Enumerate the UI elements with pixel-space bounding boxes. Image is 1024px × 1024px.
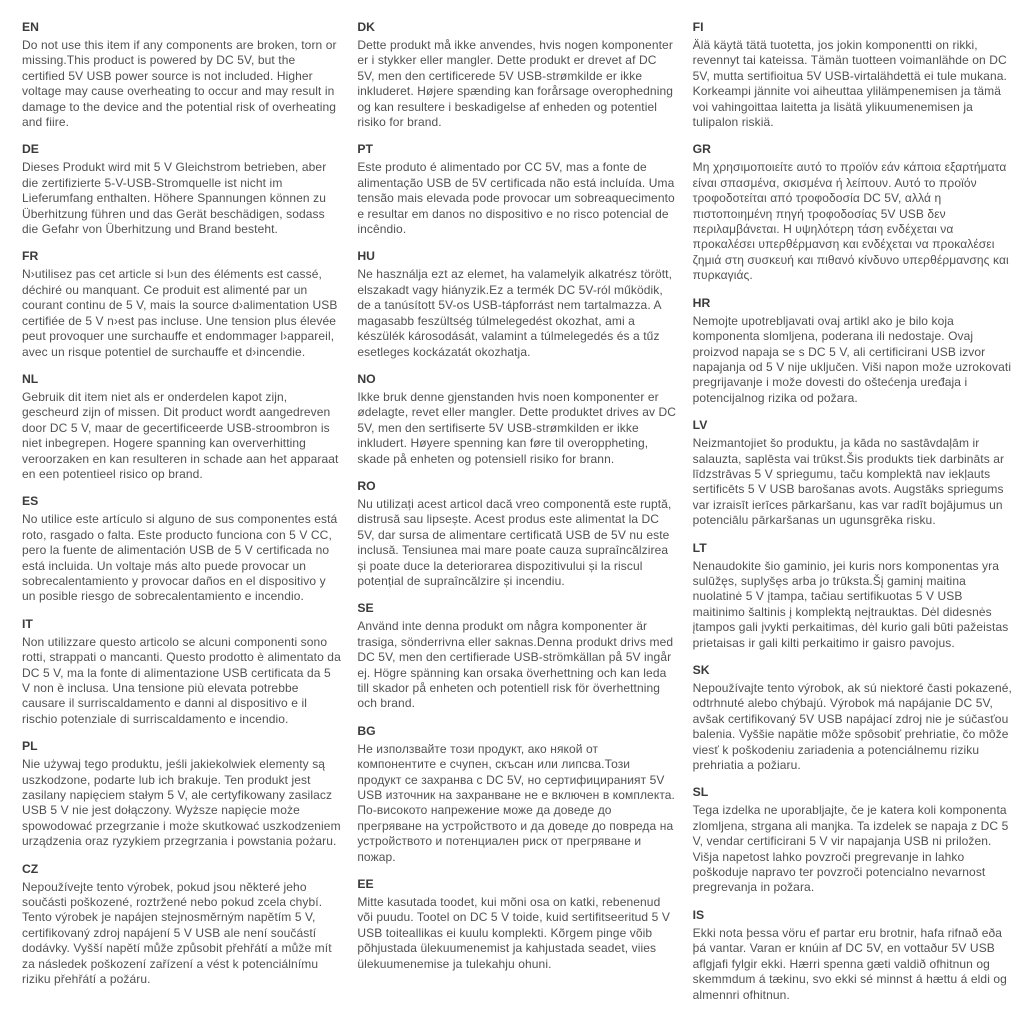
language-code: CZ: [22, 861, 39, 876]
language-section-it: [22, 617, 341, 727]
language-code: FR: [22, 249, 39, 264]
language-code: GR: [692, 142, 711, 157]
language-section-bg: [357, 724, 676, 865]
warning-text: Neizmantojiet šo produktu, ja kāda no sastāvdaļām ir salauzta, saplēsta vai trūkst.Šis produkts tiek darbināts ar līdzstrāvas 5 V spriegumu, taču komplektā nav iekļauts sertificēts 5 V USB barošanas avots. Augstāks spriegums var izraisīt ierīces pārkaršanu, kas var radīt bojājumus un potenciālu pārkaršanas un ugunsgrēka risku.: [692, 436, 1005, 528]
language-section-dk: [357, 20, 676, 130]
warning-text: Dette produkt må ikke anvendes, hvis nogen komponenter er i stykker eller mangler. Dette produkt er drevet af DC 5V, men den certificerede 5V USB-strømkilde er ikke inkluderet. Højere spænding kan forårsage overophedning og kan resultere i beskadigelse af enheden og potentiel risiko for brand.: [357, 38, 674, 130]
language-section-en: [22, 20, 341, 130]
language-code: SK: [692, 663, 710, 677]
warning-text: Μη χρησιμοποιείτε αυτό το προϊόν εάν κάποια εξαρτήματα είναι σπασμένα, σκισμένα ή λείπουν. Αυτό το προϊόν τροφοδοτείται από τροφοδοσία DC 5V, αλλά η πιστοποιημένη πηγή τροφοδοσίας 5V USB δεν περιλαμβάνεται. Η υψηλότερη τάση ενδέχεται να προκαλέσει υπερθέρμανση και ενδέχεται να προκαλέσει ζημιά στη συσκευή και πιθανό κίνδυνο υπερθέρμανσης και πυρκαγιάς.: [692, 160, 1009, 283]
warning-text: Tega izdelka ne uporabljajte, če je katera koli komponenta zlomljena, strgana ali manjka. Ta izdelek se napaja z DC 5 V, vendar certificirani 5 V vir napajanja USB ni priložen. Višja napetost lahko povzroči pregrevanje in lahko poškoduje napravo ter povzroči potencialno nevarnost pregrevanja in požara.: [692, 803, 1009, 895]
warning-text: Dieses Produkt wird mit 5 V Gleichstrom betrieben, aber die zertifizierte 5-V-USB-Stromquelle ist nicht im Lieferumfang enthalten. Höhere Spannungen können zu Überhitzung führen und das Gerät beschädigen, sodass die Gefahr von Überhitzung und Brand besteht.: [22, 160, 327, 237]
warning-column-2: [357, 20, 676, 1015]
language-section-fr: [22, 249, 341, 359]
warning-text: Älä käytä tätä tuotetta, jos jokin komponentti on rikki, revennyt tai kateissa. Tämän tuotteen voimanlähde on DC 5V, mutta sertifioitua 5V USB-virtalähdettä ei tule mukana. Korkeampi jännite voi aiheuttaa ylilämpenemisen ja tämä voi vahingoittaa laitetta ja lisätä ylikuumenemisen ja tulipalon riskiä.: [692, 38, 1007, 130]
language-section-de: [22, 142, 341, 237]
language-code: SL: [692, 785, 709, 800]
warning-column-1: [22, 20, 341, 1015]
warning-text: Använd inte denna produkt om några komponenter är trasiga, sönderrivna eller saknas.Denna produkt drivs med DC 5V, men den certifierade USB-strömkällan på 5V ingår ej. Högre spänning kan orsaka överhettning och kan leda till skador på enheten och potentiell risk för överhettning och brand.: [357, 619, 674, 711]
language-code: LT: [692, 540, 707, 555]
language-section-cz: [22, 862, 341, 988]
language-code: HR: [692, 295, 711, 310]
warning-text: N›utilisez pas cet article si l›un des éléments est cassé, déchiré ou manquant. Ce produit est alimenté par un courant continu de 5 V, mais la source d›alimentation USB certifiée de 5 V n›est pas incluse. Une tension plus élevée peut provoquer une surchauffe et endommager l›appareil, avec un risque potentiel de surchauffe et d›incendie.: [22, 267, 338, 359]
warning-text: Nu utilizați acest articol dacă vreo componentă este ruptă, distrusă sau lipsește. Acest produs este alimentat la DC 5V, dar sursa de alimentare certificată USB de 5V nu este inclusă. Tensiunea mai mare poate cauza supraîncălzirea și poate duce la deteriorarea dispozitivului și la riscul potențial de supraîncălzire și incendiu.: [357, 496, 672, 588]
language-section-hr: [693, 296, 1012, 406]
warning-text: No utilice este artículo si alguno de sus componentes está roto, rasgado o falta. Este producto funciona con 5 V CC, pero la fuente de alimentación USB de 5 V certificada no está incluida. Un voltaje más alto puede provocar un sobrecalentamiento y provocar daños en el dispositivo y un posible riesgo de sobrecalentamiento e incendio.: [22, 512, 338, 604]
warning-text: Nemojte upotrebljavati ovaj artikl ako je bilo koja komponenta slomljena, poderana ili nedostaje. Ovaj proizvod napaja se s DC 5 V, ali certificirani USB izvor napajanja od 5 V nije uključen. Viši napon može uzrokovati pregrijavanje i može dovesti do oštećenja uređaja i potencijalnog rizika od požara.: [692, 313, 1012, 405]
language-code: RO: [357, 478, 376, 493]
language-section-nl: [22, 372, 341, 482]
warning-text: Nepoužívajte tento výrobok, ak sú niektoré časti pokazené, odtrhnuté alebo chýbajú. Výrobok má napájanie DC 5V, avšak certifikovaný 5V USB napájací zdroj nie je súčasťou balenia. Vyššie napätie môže spôsobiť prehriatie, čo môže viesť k poškodeniu zariadenia a potenciálnemu riziku prehriatia a požiaru.: [692, 681, 1012, 773]
language-code: IT: [22, 616, 33, 631]
language-code: LV: [692, 418, 708, 433]
warning-column-3: [693, 20, 1012, 1015]
language-code: PT: [357, 142, 373, 157]
language-code: DK: [357, 20, 375, 34]
language-section-es: [22, 494, 341, 604]
language-code: HU: [357, 249, 375, 264]
warning-text: Este produto é alimentado por CC 5V, mas a fonte de alimentação USB de 5V certificada não está incluída. Uma tensão mais elevada pode provocar um sobreaquecimento e resultar em danos no dispositivo e no risco potencial de incêndio.: [357, 160, 675, 237]
warning-text: Nenaudokite šio gaminio, jei kuris nors komponentas yra sulūžęs, suplyšęs arba jo trūksta.Šį gaminį maitina nuolatinė 5 V įtampa, tačiau sertifikuotas 5 V USB maitinimo šaltinis į komplektą neįtrauktas. Dėl didesnės įtampos gali įvykti perkaitimas, dėl kurio gali būti pažeistas prietaisas ir gali kilti perkaitimo ir gaisro pavojus.: [692, 558, 1009, 650]
language-code: IS: [692, 907, 705, 922]
language-code: EN: [22, 20, 39, 34]
language-section-hu: [357, 249, 676, 359]
language-code: PL: [22, 739, 38, 754]
language-section-pt: [357, 142, 676, 237]
warning-text: Ne használja ezt az elemet, ha valamelyik alkatrész törött, elszakadt vagy hiányzik.Ez a termék DC 5V-ról működik, de a tanúsított 5V-os USB-tápforrást nem tartalmazza. A magasabb feszültség túlmelegedést okozhat, ami a készülék károsodását, valamint a túlmelegedés és a tűz esetleges kockázatát okozhatja.: [357, 267, 673, 359]
warning-text: Ikke bruk denne gjenstanden hvis noen komponenter er ødelagte, revet eller mangler. Dette produktet drives av DC 5V, men den sertifiserte 5V USB-strømkilden er ikke inkludert. Høyere spenning kan føre til overoppheting, skade på enheten og potensiell risiko for brann.: [357, 389, 677, 466]
language-section-fi: [693, 20, 1012, 130]
language-section-pl: [22, 739, 341, 849]
language-section-is: [693, 908, 1012, 1003]
language-section-sl: [693, 785, 1012, 895]
language-section-sk: [693, 663, 1012, 773]
language-code: NL: [22, 371, 39, 386]
language-section-lv: [693, 418, 1012, 528]
warning-text: Do not use this item if any components are broken, torn or missing.This product is powered by DC 5V, but the certified 5V USB power source is not included. Higher voltage may cause overheating to occur and may result in damage to the device and the potential risk of overheating and fiire.: [22, 38, 337, 130]
language-section-se: [357, 601, 676, 711]
warning-text: Non utilizzare questo articolo se alcuni componenti sono rotti, strappati o mancanti. Questo prodotto è alimentato da DC 5 V, ma la fonte di alimentazione USB certificata da 5 V non è inclusa. Una tensione più elevata potrebbe causare il surriscaldamento e danni al dispositivo e il rischio potenziale di surriscaldamento e incendio.: [22, 634, 341, 726]
warning-text: Не използвайте този продукт, ако някой от компонентите е счупен, скъсан или липсва.Този продукт се захранва с DC 5V, но сертифицираният 5V USB източник на захранване не е включен в комплекта. По-високото напрежение може да доведе до прегряване на устройството и да доведе до повреда на устройството и потенциален риск от прегряване и пожар.: [357, 741, 675, 864]
language-section-no: [357, 372, 676, 467]
language-code: ES: [22, 494, 39, 509]
warning-text: Nepoužívejte tento výrobek, pokud jsou některé jeho součásti poškozené, roztržené nebo pokud zcela chybí. Tento výrobek je napájen stejnosměrným napětím 5 V, certifikovaný zdroj napájení 5 V USB ale není součástí dodávky. Vyšší napětí může způsobit přehřátí a může mít za následek poškození zařízení a vést k potenciálnímu riziku přehřátí a požáru.: [22, 879, 332, 987]
language-code: DE: [22, 142, 39, 157]
language-code: SE: [357, 601, 374, 616]
language-section-lt: [693, 541, 1012, 651]
language-section-gr: [693, 142, 1012, 283]
warning-text: Ekki nota þessa vöru ef partar eru brotnir, hafa rifnað eða þá vantar. Varan er knúin af DC 5V, en vottaður 5V USB aflgjafi fylgir ekki. Hærri spenna gæti valdið ofhitnun og skemmdum á tækinu, svo ekki sé minnst á hættu á eldi og almennri ofhitnun.: [692, 925, 1007, 1002]
language-code: FI: [692, 20, 704, 34]
language-code: EE: [357, 877, 374, 892]
warning-text: Gebruik dit item niet als er onderdelen kapot zijn, gescheurd zijn of missen. Dit product wordt aangedreven door DC 5 V, maar de gecertificeerde USB-stroombron is niet inbegrepen. Hogere spanning kan oververhitting veroorzaken en kan resulteren in schade aan het apparaat en een potentieel risico op brand.: [22, 389, 339, 481]
language-code: NO: [357, 371, 376, 386]
language-code: BG: [357, 723, 376, 738]
warning-text: Mitte kasutada toodet, kui mõni osa on katki, rebenenud või puudu. Tootel on DC 5 V toide, kuid sertifitseeritud 5 V USB toiteallikas ei kuulu komplekti. Kõrgem pinge võib põhjustada ülekuumenemist ja kahjustada seadet, viies ülekuumenemise ja tulekahju ohuni.: [357, 895, 670, 971]
language-section-ro: [357, 479, 676, 589]
language-section-ee: [357, 877, 676, 972]
warning-text: Nie używaj tego produktu, jeśli jakiekolwiek elementy są uszkodzone, podarte lub ich brakuje. Ten produkt jest zasilany napięciem stałym 5 V, ale certyfikowany zasilacz USB 5 V nie jest dołączony. Wyższe napięcie może spowodować przegrzanie i może skutkować uszkodzeniem urządzenia oraz ryzykiem przegrzania i powstania pożaru.: [22, 757, 341, 849]
